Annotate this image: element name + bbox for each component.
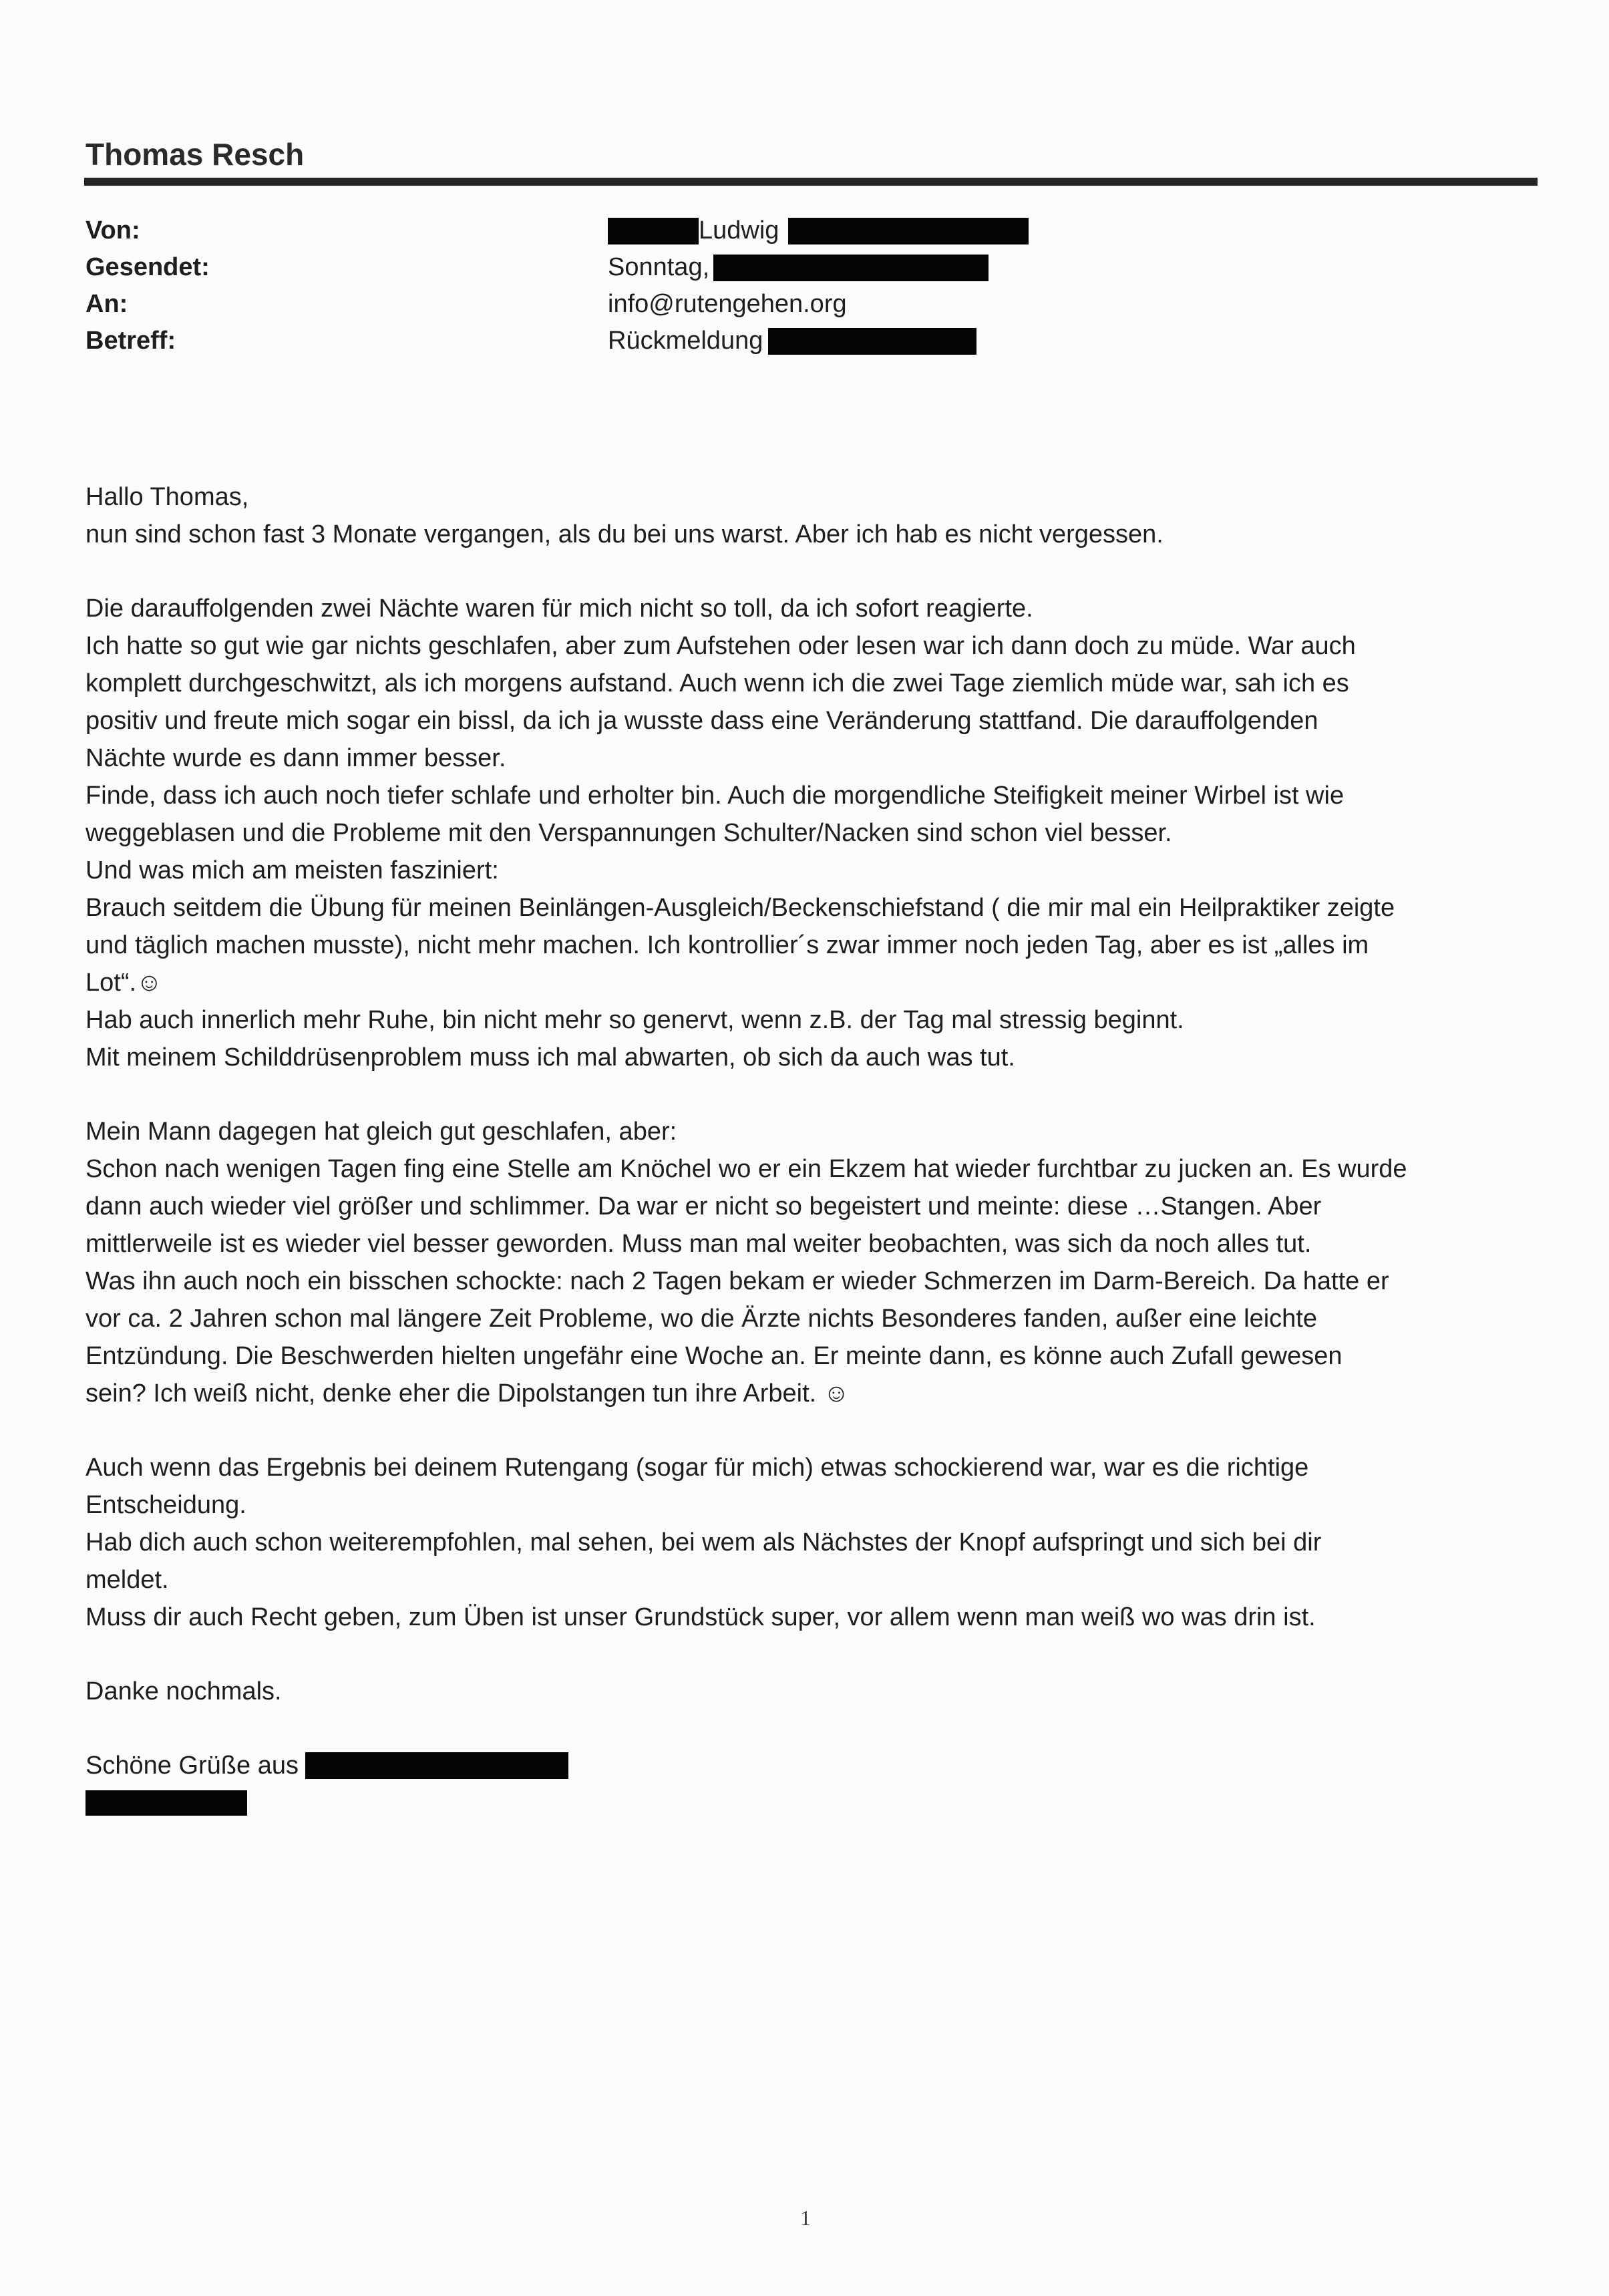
subject-text: Rückmeldung (608, 327, 763, 355)
text-line: Muss dir auch Recht geben, zum Üben ist unser Grundstück super, vor allem wenn man weiß wo was drin ist. (85, 1603, 1316, 1631)
to-row (85, 290, 1522, 327)
redaction-bar (768, 328, 976, 355)
text-line: Entzündung. Die Beschwerden hielten ungefähr eine Woche an. Er meinte dann, es könne auch Zufall gewesen (85, 1342, 1343, 1370)
text-line: Nächte wurde es dann immer besser. (85, 744, 506, 772)
sent-day: Sonntag, (608, 253, 710, 281)
subject-value (608, 327, 976, 355)
subject-label: Betreff: (85, 327, 176, 355)
text-line: meldet. (85, 1566, 169, 1594)
redaction-bar (713, 255, 989, 281)
redaction-bar (85, 1790, 247, 1816)
text-line: Schon nach wenigen Tagen fing eine Stelle am Knöchel wo er ein Ekzem hat wieder furchtbar zu jucken an. Es wurde (85, 1155, 1407, 1183)
text-line: Hab dich auch schon weiterempfohlen, mal sehen, bei wem als Nächstes der Knopf aufspringt und sich bei dir (85, 1528, 1322, 1556)
text-line: positiv und freute mich sogar ein bissl, da ich ja wusste dass eine Veränderung stattfand. Die darauffolgenden (85, 707, 1318, 735)
signature-name-line (85, 1784, 1542, 1822)
email-header (85, 216, 1522, 363)
sent-value (608, 253, 989, 282)
page-number: 1 (800, 2206, 811, 2230)
paragraph-greeting (85, 478, 1542, 553)
text-line: Danke nochmals. (85, 1677, 282, 1705)
sent-label: Gesendet: (85, 253, 210, 281)
text-line: Lot“.☺ (85, 969, 162, 997)
text-line: dann auch wieder viel größer und schlimmer. Da war er nicht so begeistert und meinte: diese …Stangen. Aber (85, 1192, 1322, 1220)
text-line: Auch wenn das Ergebnis bei deinem Rutengang (sogar für mich) etwas schockierend war, war es die richtige (85, 1454, 1309, 1482)
paragraph-conclusion (85, 1449, 1542, 1636)
email-body (85, 478, 1542, 1822)
redaction-bar (608, 218, 699, 244)
text-line: und täglich machen musste), nicht mehr machen. Ich kontrollier´s zwar immer noch jeden Tag, aber es ist „alles im (85, 931, 1369, 959)
text-line: Die darauffolgenden zwei Nächte waren für mich nicht so toll, da ich sofort reagierte. (85, 595, 1033, 623)
subject-row (85, 327, 1522, 363)
from-label: Von: (85, 216, 140, 244)
to-label: An: (85, 290, 128, 318)
sign-off-line (85, 1747, 1542, 1784)
text-line: weggeblasen und die Probleme mit den Verspannungen Schulter/Nacken sind schon viel besser. (85, 819, 1172, 847)
text-line: Und was mich am meisten fasziniert: (85, 856, 499, 884)
text-line: Hab auch innerlich mehr Ruhe, bin nicht mehr so genervt, wenn z.B. der Tag mal stressig beginnt. (85, 1006, 1184, 1034)
text-line: Finde, dass ich auch noch tiefer schlafe und erholter bin. Auch die morgendliche Steifigkeit meiner Wirbel ist wie (85, 782, 1345, 810)
text-line: Mein Mann dagegen hat gleich gut geschlafen, aber: (85, 1118, 677, 1146)
text-line: Mit meinem Schilddrüsenproblem muss ich mal abwarten, ob sich da auch was tut. (85, 1043, 1015, 1072)
to-address: info@rutengehen.org (608, 290, 847, 318)
account-name: Thomas Resch (85, 137, 305, 172)
paragraph-thanks (85, 1673, 1542, 1710)
redaction-bar (305, 1752, 568, 1779)
from-value (608, 216, 1029, 245)
text-line: komplett durchgeschwitzt, als ich morgens aufstand. Auch wenn ich die zwei Tage ziemlich müde war, sah ich es (85, 669, 1349, 697)
text-line: sein? Ich weiß nicht, denke eher die Dipolstangen tun ihre Arbeit. ☺ (85, 1379, 850, 1408)
to-value (608, 290, 847, 319)
text-line: nun sind schon fast 3 Monate vergangen, als du bei uns warst. Aber ich hab es nicht vergessen. (85, 520, 1164, 548)
text-line: vor ca. 2 Jahren schon mal längere Zeit Probleme, wo die Ärzte nichts Besonderes fanden, außer eine leichte (85, 1305, 1318, 1333)
signature-block (85, 1747, 1542, 1822)
text-line: Ich hatte so gut wie gar nichts geschlafen, aber zum Aufstehen oder lesen war ich dann doch zu müde. War auch (85, 632, 1356, 660)
header-divider (84, 178, 1538, 186)
sign-off-text: Schöne Grüße aus (85, 1752, 299, 1780)
redaction-bar (788, 218, 1029, 244)
text-line: Was ihn auch noch ein bisschen schockte: nach 2 Tagen bekam er wieder Schmerzen im Darm-Bereich. Da hatte er (85, 1267, 1389, 1295)
text-line: Brauch seitdem die Übung für meinen Beinlängen-Ausgleich/Beckenschiefstand ( die mir mal ein Heilpraktiker zeigte (85, 894, 1395, 922)
from-name: Ludwig (699, 216, 779, 244)
paragraph-husband-experience (85, 1113, 1542, 1412)
text-line: Hallo Thomas, (85, 483, 249, 511)
text-line: Entscheidung. (85, 1491, 246, 1519)
paragraph-own-experience (85, 590, 1542, 1076)
text-line: mittlerweile ist es wieder viel besser geworden. Muss man mal weiter beobachten, was sich da noch alles tut. (85, 1230, 1312, 1258)
sent-row (85, 253, 1522, 290)
from-row (85, 216, 1522, 253)
